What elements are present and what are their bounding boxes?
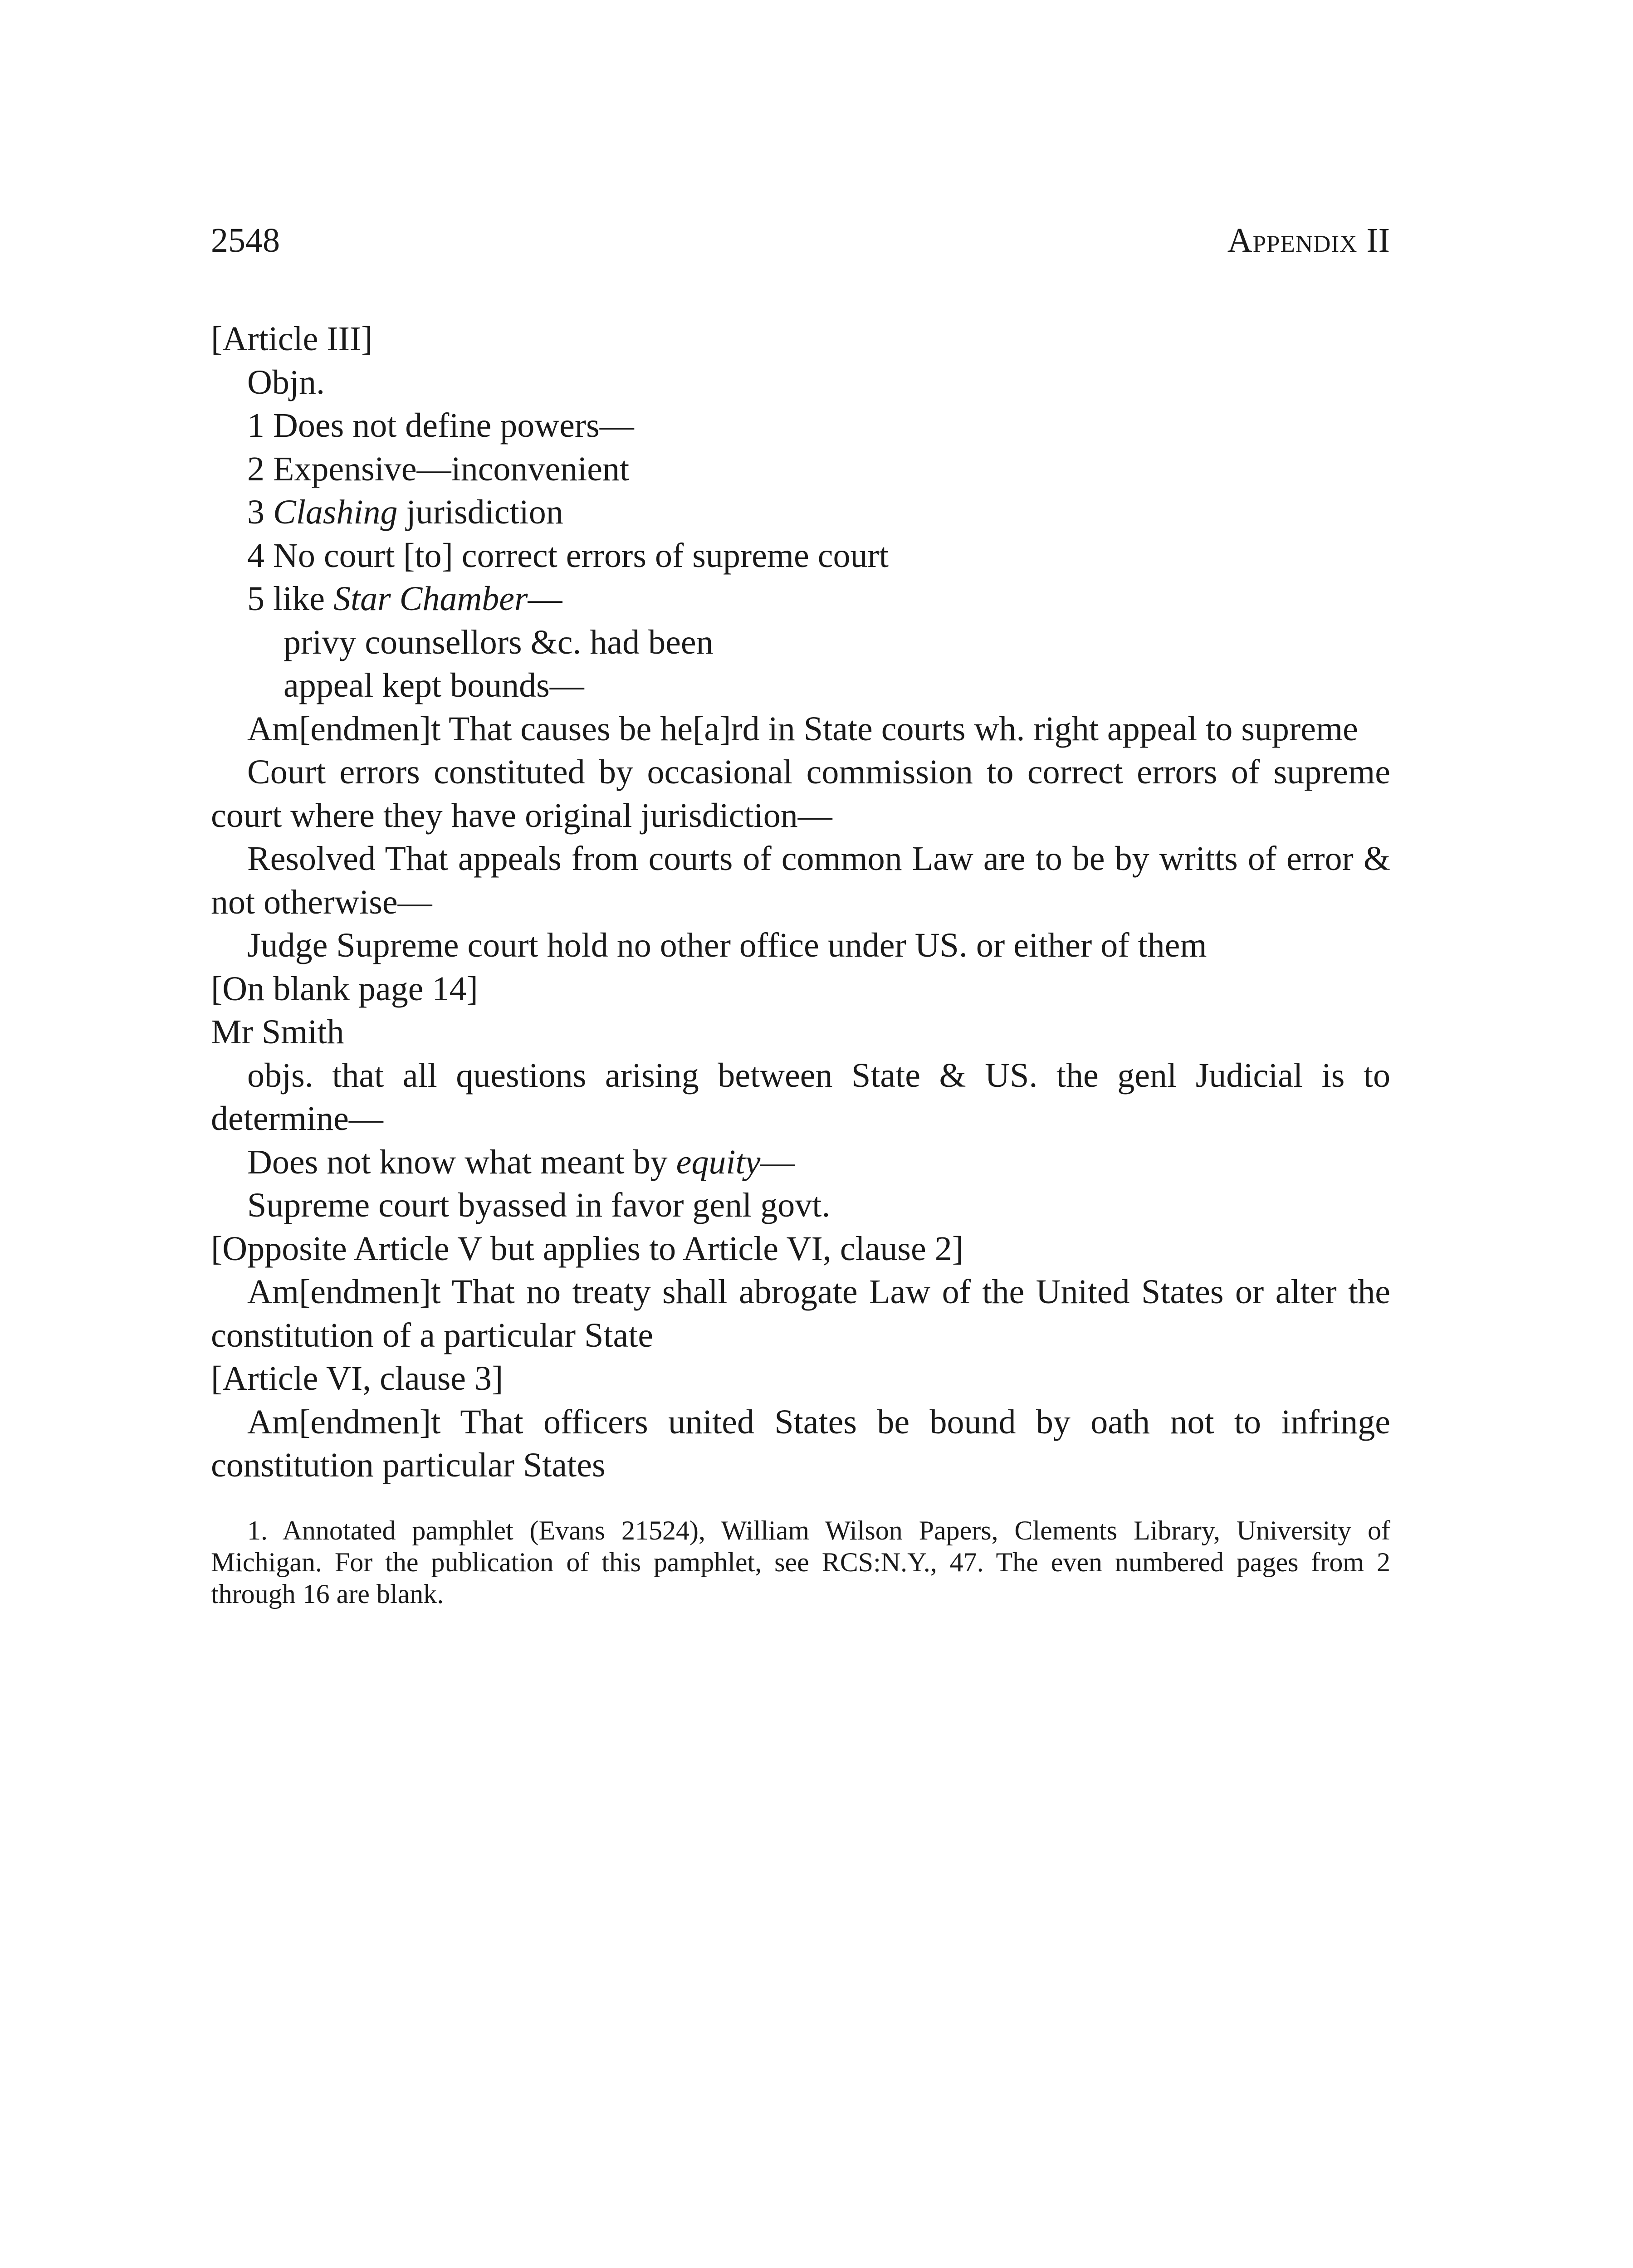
body-paragraph: Judge Supreme court hold no other office under US. or either of them <box>247 926 1207 964</box>
italic-term: Clashing <box>273 493 398 531</box>
italic-term: Star Chamber <box>333 580 528 618</box>
line-dash: — <box>760 1143 795 1181</box>
body-paragraph: objs. that all questions arising between State & US. the genl Judicial is to determine— <box>211 1056 1390 1138</box>
section-title: Appendix II <box>1227 221 1390 259</box>
objection-label: Objn. <box>247 363 325 401</box>
body-paragraph: Court errors constituted by occasional commission to correct errors of supreme court where they have original jurisdiction— <box>211 753 1390 835</box>
editorial-note: [Opposite Article V but applies to Article VI, clause 2] <box>211 1229 964 1268</box>
line-text: Does not know what meant by <box>247 1143 676 1181</box>
amendment-paragraph: Am[endmen]t That no treaty shall abrogate Law of the United States or alter the constitution of a particular State <box>211 1273 1390 1354</box>
objection-item: 1 Does not define powers— <box>247 406 634 445</box>
item-text: 5 like <box>247 580 333 618</box>
editorial-note: [On blank page 14] <box>211 969 478 1008</box>
body-line: Supreme court byassed in favor genl govt. <box>247 1186 831 1224</box>
body-line <box>211 1141 1390 1184</box>
item-number: 3 <box>247 493 273 531</box>
amendment-paragraph: Am[endmen]t That causes be he[a]rd in State courts wh. right appeal to supreme <box>247 709 1358 748</box>
objection-subitem: privy counsellors &c. had been <box>284 623 714 661</box>
objection-item: 2 Expensive—inconvenient <box>247 450 630 488</box>
objection-subitem: appeal kept bounds— <box>284 666 584 704</box>
footnote: 1. Annotated pamphlet (Evans 21524), William Wilson Papers, Clements Library, University of Michigan. For the publication of this pamphlet, see RCS:N.Y., 47. The even numbered pages from 2 through 16 are blank. <box>211 1515 1390 1609</box>
italic-term: equity <box>676 1143 761 1181</box>
item-dash: — <box>528 580 562 618</box>
body-text <box>211 318 1390 1487</box>
speaker-name: Mr Smith <box>211 1013 344 1051</box>
resolved-paragraph: Resolved That appeals from courts of common Law are to be by writts of error & not otherwise— <box>211 840 1390 921</box>
objection-item <box>211 491 1390 534</box>
page-number: 2548 <box>211 221 280 259</box>
objection-item <box>211 577 1390 621</box>
amendment-paragraph: Am[endmen]t That officers united States be bound by oath not to infringe constitution particular States <box>211 1403 1390 1484</box>
document-page <box>211 213 1390 1637</box>
objection-item: 4 No court [to] correct errors of supreme court <box>247 536 889 575</box>
running-head <box>211 213 1390 268</box>
article-heading: [Article VI, clause 3] <box>211 1359 504 1398</box>
item-text: jurisdiction <box>397 493 563 531</box>
article-heading: [Article III] <box>211 320 373 358</box>
